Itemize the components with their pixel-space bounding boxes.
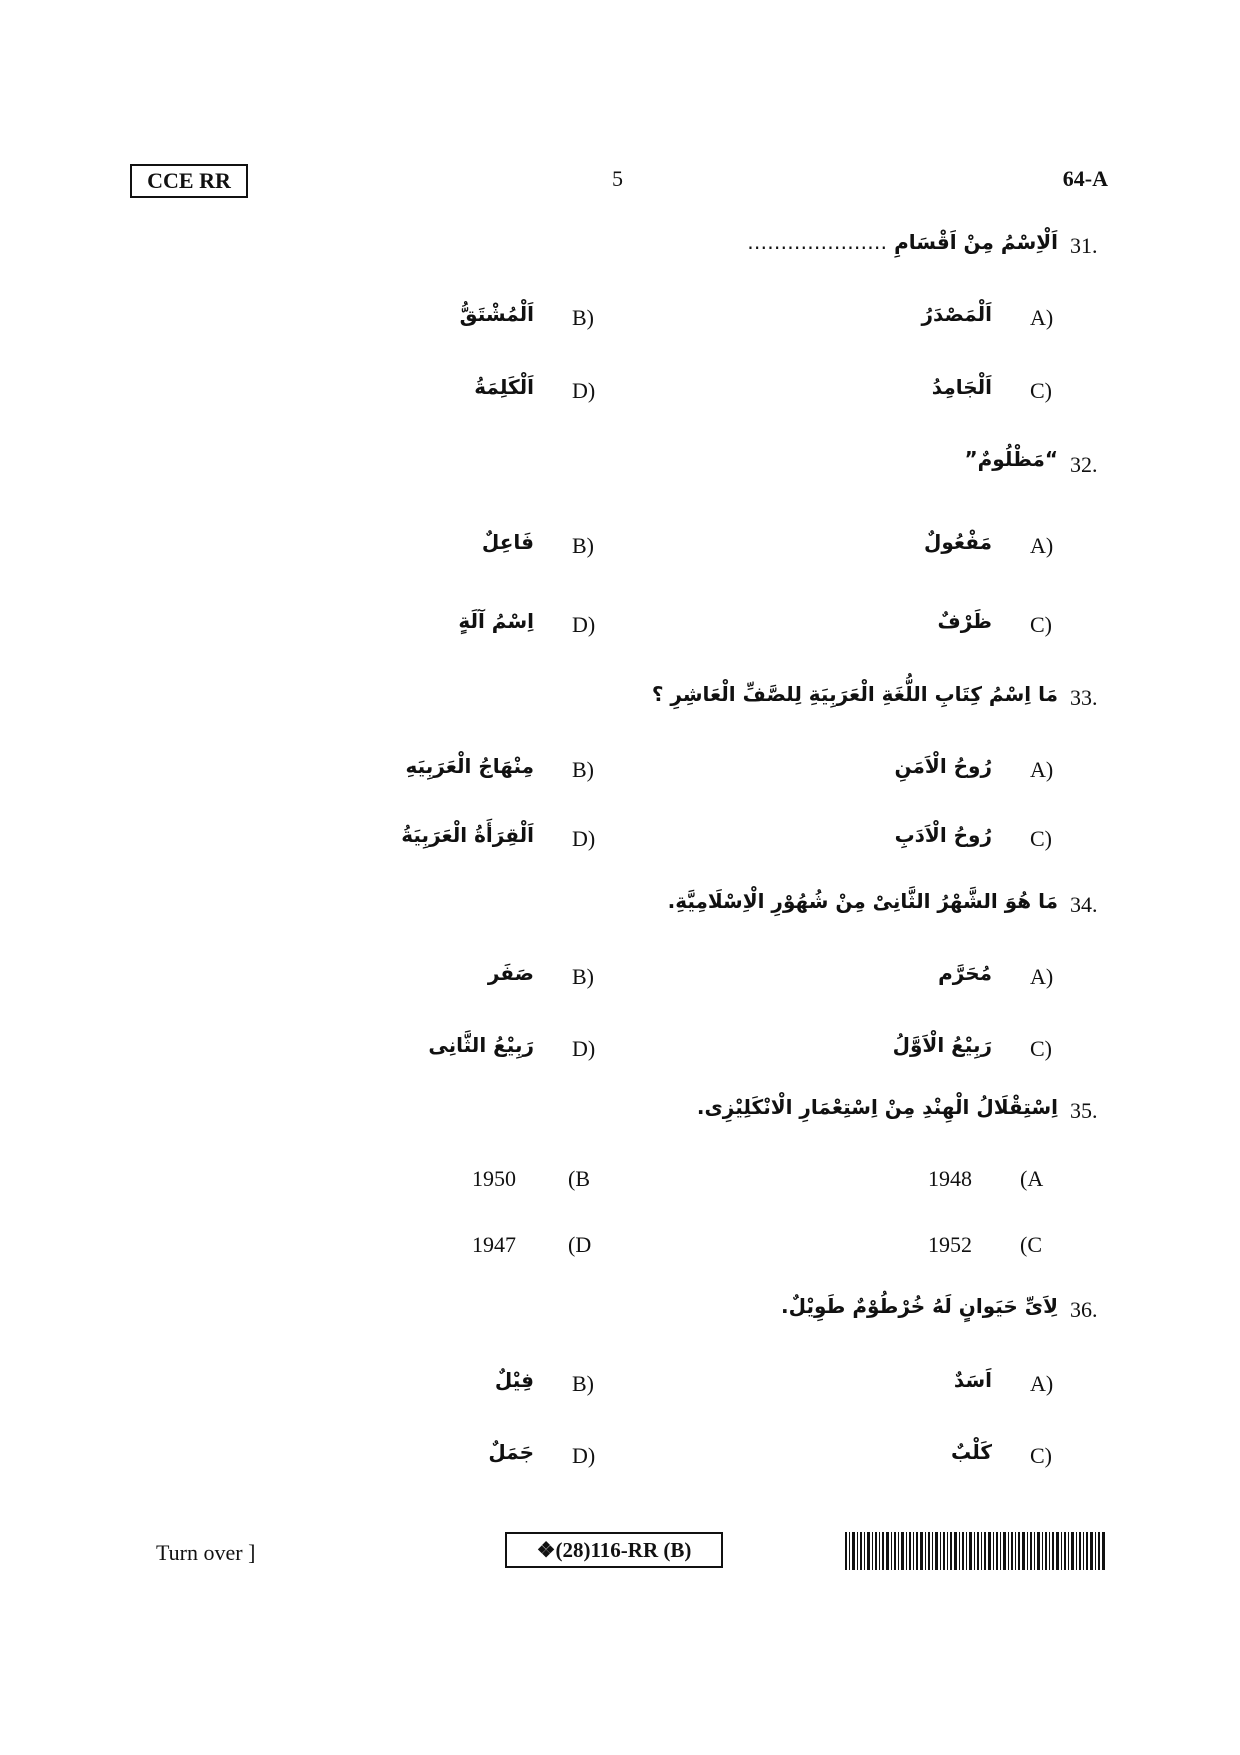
question-number: 34. <box>1070 892 1098 917</box>
option-label: (D <box>568 1232 592 1257</box>
option-label: (C <box>1020 1232 1042 1257</box>
option-text: اَلْكَلِمَةُ <box>474 375 534 399</box>
question-text <box>747 230 1058 254</box>
option-text: كَلْبٌ <box>951 1440 992 1464</box>
question-text: لِاَىِّ حَيَوانٍ لَهُ خُرْطُوْمٌ طَوِيْلٌ. <box>781 1294 1058 1318</box>
barcode-image <box>845 1532 1105 1570</box>
option-text: اَلْقِرَأَةُ الْعَرَبِيَةُ <box>401 823 534 847</box>
question-text: مَا اِسْمُ كِتَابِ اللُّغَةِ الْعَرَبِيَةِ لِلصَّفِّ الْعَاشِرِ ؟ <box>651 682 1058 706</box>
option-text: فَاعِلٌ <box>481 530 534 554</box>
option-label: A) <box>1030 964 1054 989</box>
option-label: D) <box>572 826 596 851</box>
question-text: “مَظْلُومٌ” <box>964 447 1058 471</box>
option-text: 1950 <box>472 1166 516 1191</box>
footer-code-box: ❖(28)116-RR (B) <box>505 1532 723 1568</box>
question-number: 32. <box>1070 452 1098 477</box>
option-text: اَسَدٌ <box>953 1368 992 1392</box>
option-text: رَبِيْعُ الثَّانِى <box>428 1033 534 1057</box>
option-label: D) <box>572 378 596 403</box>
option-label: C) <box>1030 1036 1052 1061</box>
option-label: A) <box>1030 533 1054 558</box>
option-label: (B <box>568 1166 590 1191</box>
option-text: رُوحُ الْاَمَنِ <box>894 754 992 778</box>
question-number: 31. <box>1070 233 1098 258</box>
question-number: 35. <box>1070 1098 1098 1123</box>
option-label: A) <box>1030 1371 1054 1396</box>
option-label: D) <box>572 612 596 637</box>
option-label: B) <box>572 964 594 989</box>
option-text: جَمَلٌ <box>488 1440 534 1464</box>
option-label: B) <box>572 305 594 330</box>
option-text: فِيْلٌ <box>494 1368 534 1392</box>
option-label: B) <box>572 533 594 558</box>
option-label: C) <box>1030 826 1052 851</box>
question-number: 33. <box>1070 685 1098 710</box>
option-text: 1947 <box>472 1232 516 1257</box>
option-label: B) <box>572 757 594 782</box>
option-text: مَفْعُولٌ <box>924 530 992 554</box>
question-text-content: اَلْاِسْمُ مِنْ اَقْسَامِ <box>894 230 1058 254</box>
option-text: اَلْمُشْتَقُّ <box>459 302 534 326</box>
option-label: C) <box>1030 1443 1052 1468</box>
question-number: 36. <box>1070 1297 1098 1322</box>
option-text: مِنْهَاجُ الْعَرَبِيَهِ <box>405 754 534 778</box>
option-label: D) <box>572 1443 596 1468</box>
option-text: ظَرْفٌ <box>937 609 992 633</box>
option-text: رُوحُ الْاَدَبِ <box>894 823 992 847</box>
option-text: اَلْمَصْدَرُ <box>921 302 992 326</box>
option-label: C) <box>1030 612 1052 637</box>
option-text: 1948 <box>928 1166 972 1191</box>
option-label: (A <box>1020 1166 1044 1191</box>
option-text: اَلْجَامِدُ <box>931 375 992 399</box>
option-text: رَبِيْعُ الْاَوَّلُ <box>892 1033 992 1057</box>
option-label: A) <box>1030 305 1054 330</box>
option-text: مُحَرَّم <box>938 961 992 985</box>
page-number: 5 <box>612 166 623 191</box>
option-label: D) <box>572 1036 596 1061</box>
option-text: اِسْمُ آلَةٍ <box>458 609 534 633</box>
option-text: 1952 <box>928 1232 972 1257</box>
question-text: اِسْتِقْلَالُ الْهِنْدِ مِنْ اِسْتِعْمَارِ الْانْكَلِيْزِى. <box>696 1095 1058 1119</box>
option-label: A) <box>1030 757 1054 782</box>
option-label: C) <box>1030 378 1052 403</box>
answer-blank: ………………… <box>747 230 888 254</box>
paper-code: 64-A <box>1062 166 1108 191</box>
exam-code-box: CCE RR <box>130 164 248 198</box>
option-text: صَفَر <box>487 961 534 985</box>
turn-over-note: Turn over ] <box>156 1540 256 1565</box>
question-text: مَا هُوَ الشَّهْرُ الثَّانِىْ مِنْ شُهُوْرِ الْاِسْلَامِيَّةِ. <box>667 889 1058 913</box>
option-label: B) <box>572 1371 594 1396</box>
